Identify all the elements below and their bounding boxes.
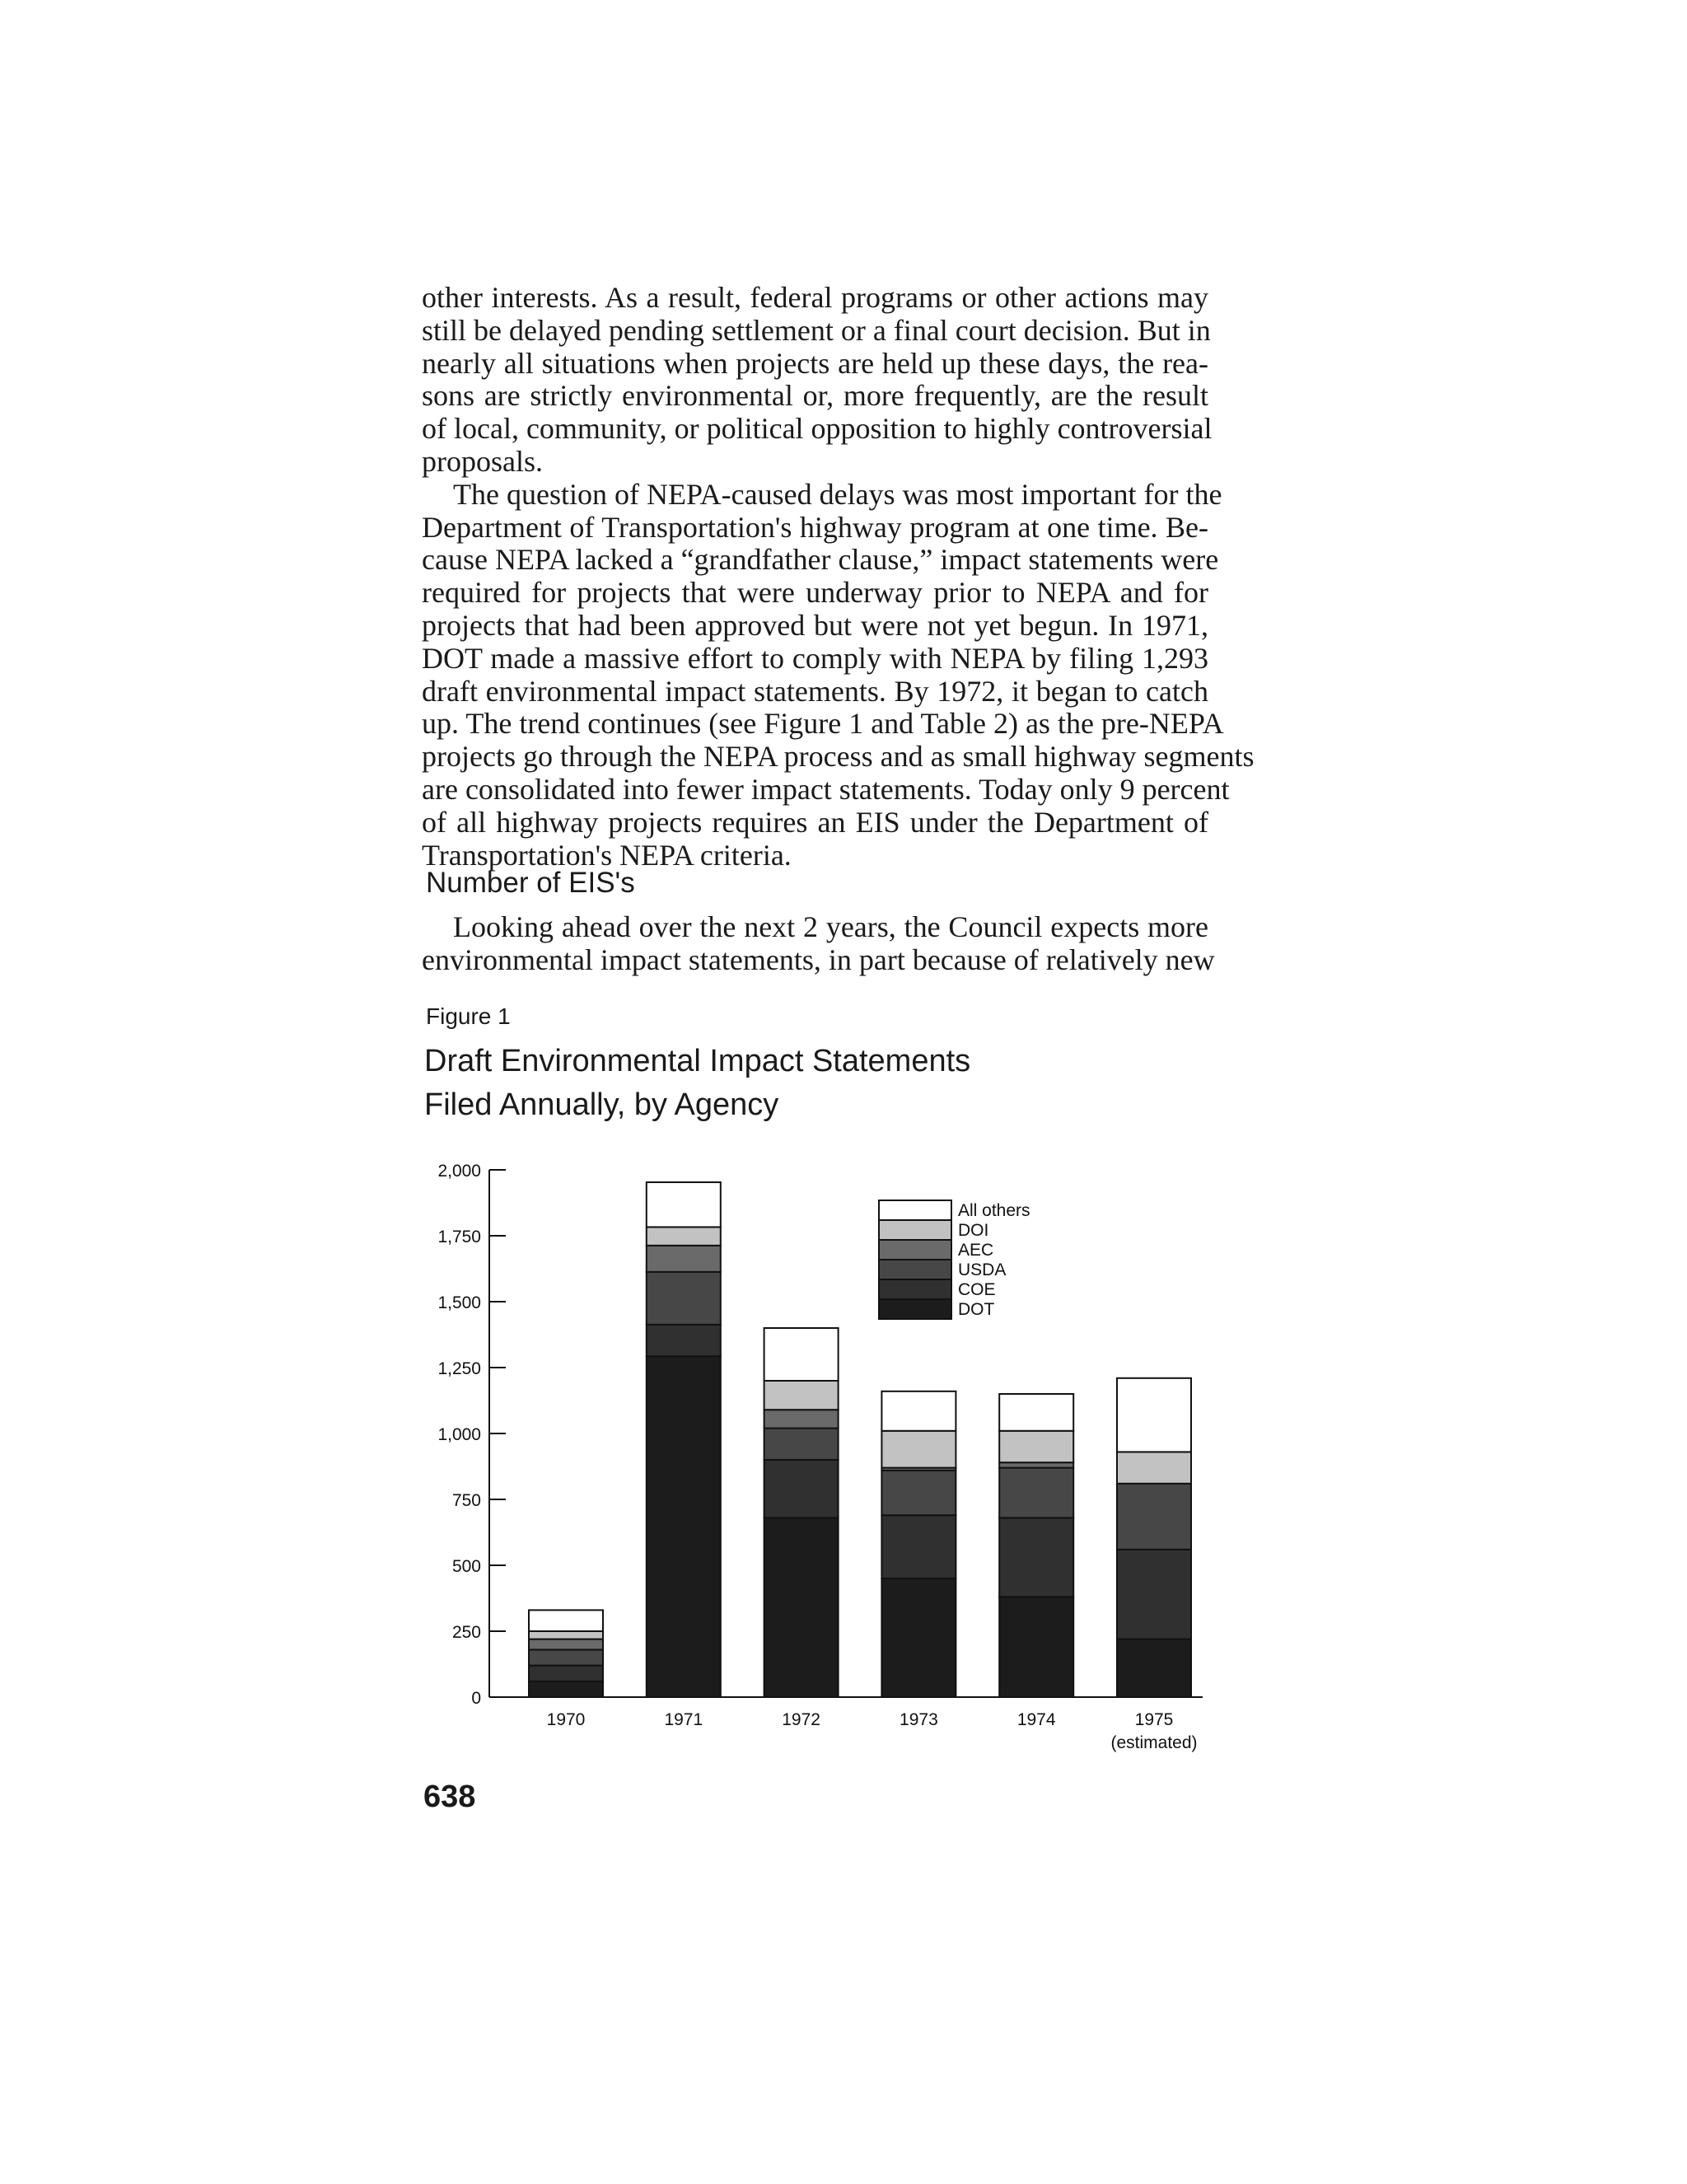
text-line: sons are strictly environmental or, more frequently, are the result	[422, 379, 1208, 413]
bar-segment-coe	[999, 1518, 1073, 1597]
text-line: DOT made a massive effort to comply with NEPA by filing 1,293	[422, 641, 1208, 675]
body-text	[422, 281, 1255, 872]
text-line: required for projects that were underway prior to NEPA and for	[422, 576, 1208, 610]
y-tick-label: 2,000	[437, 1162, 481, 1181]
y-tick-label: 1,750	[437, 1228, 481, 1246]
bar-segment-doi	[647, 1227, 721, 1245]
paragraph-3	[422, 910, 1215, 977]
page-number: 638	[423, 1779, 476, 1814]
text-line: other interests. As a result, federal programs or other actions may	[422, 281, 1208, 314]
bar-segment-all-others	[1117, 1378, 1191, 1452]
bar-segment-dot	[529, 1681, 603, 1697]
bar-segment-usda	[881, 1471, 956, 1515]
y-tick-label: 0	[471, 1689, 481, 1708]
x-tick-label: 1973	[900, 1710, 938, 1729]
text-line: of all highway projects requires an EIS under the Department of	[422, 805, 1208, 839]
stacked-bar-chart	[412, 1153, 1236, 1763]
text-line: of local, community, or political opposition to highly controversial	[422, 412, 1213, 446]
bar-segment-all-others	[647, 1182, 721, 1227]
paragraph-2	[422, 477, 1255, 872]
legend-label: All others	[958, 1201, 1030, 1220]
legend-label: DOI	[958, 1221, 989, 1240]
bar-segment-all-others	[764, 1328, 839, 1381]
bar-segment-usda	[647, 1272, 721, 1325]
text-line: draft environmental impact statements. By 1972, it began to catch	[422, 674, 1208, 708]
text-line: proposals.	[422, 444, 543, 478]
legend-swatch	[879, 1260, 951, 1279]
y-tick-label: 1,250	[437, 1359, 481, 1378]
bar-segment-dot	[881, 1578, 956, 1697]
x-tick-label: 1971	[664, 1710, 703, 1729]
bar-segment-all-others	[999, 1394, 1073, 1431]
legend-label: DOT	[958, 1300, 995, 1319]
bar-segment-coe	[529, 1666, 603, 1681]
legend-swatch	[879, 1279, 951, 1299]
figure-label: Figure 1	[426, 1003, 511, 1029]
legend-swatch	[879, 1299, 951, 1319]
y-tick-label: 1,000	[437, 1425, 481, 1444]
text-line: environmental impact statements, in part because of relatively new	[422, 942, 1215, 976]
bar-segment-dot	[1117, 1639, 1191, 1697]
text-line: nearly all situations when projects are held up these days, the rea-	[422, 346, 1208, 380]
bar-segment-coe	[1117, 1550, 1191, 1639]
text-line: Transportation's NEPA criteria.	[422, 838, 792, 872]
x-tick-label: 1972	[782, 1710, 820, 1729]
text-line: projects go through the NEPA process and as small highway segments	[422, 740, 1255, 774]
legend-label: AEC	[958, 1241, 994, 1260]
text-line: up. The trend continues (see Figure 1 and Table 2) as the pre-NEPA	[422, 707, 1224, 741]
bar-segment-usda	[529, 1649, 603, 1665]
x-tick-label: 1975	[1134, 1710, 1174, 1729]
y-tick-label: 500	[451, 1557, 481, 1576]
y-tick-label: 250	[451, 1623, 481, 1642]
bar-segment-doi	[881, 1431, 956, 1468]
legend-label: USDA	[958, 1260, 1007, 1279]
bar-segment-usda	[999, 1468, 1073, 1518]
bar-segment-doi	[529, 1631, 603, 1639]
figure-title-line: Filed Annually, by Agency	[424, 1087, 779, 1122]
bar-segment-doi	[1117, 1452, 1191, 1483]
bar-segment-usda	[764, 1429, 839, 1460]
bar-segment-aec	[529, 1639, 603, 1650]
legend-swatch	[879, 1200, 951, 1220]
text-line: cause NEPA lacked a “grandfather clause,” impact statements were	[422, 543, 1219, 577]
bar-segment-dot	[999, 1597, 1073, 1697]
legend-swatch	[879, 1220, 951, 1240]
text-line: still be delayed pending settlement or a final court decision. But in	[422, 313, 1211, 347]
x-tick-sublabel: (estimated)	[1110, 1733, 1198, 1752]
bar-segment-dot	[647, 1356, 721, 1697]
bar-segment-aec	[764, 1410, 839, 1428]
figure-title	[424, 1040, 970, 1127]
bar-segment-aec	[647, 1246, 721, 1272]
text-line: The question of NEPA-caused delays was most important for the	[453, 477, 1222, 511]
bar-segment-doi	[999, 1431, 1073, 1462]
bar-segment-all-others	[881, 1391, 956, 1431]
bar-segment-coe	[764, 1460, 839, 1518]
bar-segment-all-others	[529, 1610, 603, 1631]
figure-title-line: Draft Environmental Impact Statements	[424, 1044, 971, 1078]
y-tick-label: 750	[451, 1491, 481, 1510]
legend-swatch	[879, 1240, 951, 1260]
x-tick-label: 1974	[1016, 1710, 1056, 1729]
bar-segment-doi	[764, 1381, 839, 1410]
legend-label: COE	[958, 1280, 996, 1299]
bar-segment-coe	[647, 1325, 721, 1356]
bar-segment-usda	[1117, 1484, 1191, 1550]
paragraph-1	[422, 281, 1213, 479]
text-line: are consolidated into fewer impact statements. Today only 9 percent	[422, 772, 1230, 806]
bar-segment-coe	[881, 1515, 956, 1578]
text-line: Looking ahead over the next 2 years, the Council expects more	[453, 910, 1208, 943]
text-line: projects that had been approved but were not yet begun. In 1971,	[422, 608, 1208, 642]
bar-segment-dot	[764, 1518, 839, 1697]
x-tick-label: 1970	[546, 1710, 586, 1729]
text-line: Department of Transportation's highway program at one time. Be-	[422, 510, 1208, 544]
section-heading: Number of EIS's	[426, 867, 635, 899]
y-tick-label: 1,500	[437, 1293, 481, 1312]
